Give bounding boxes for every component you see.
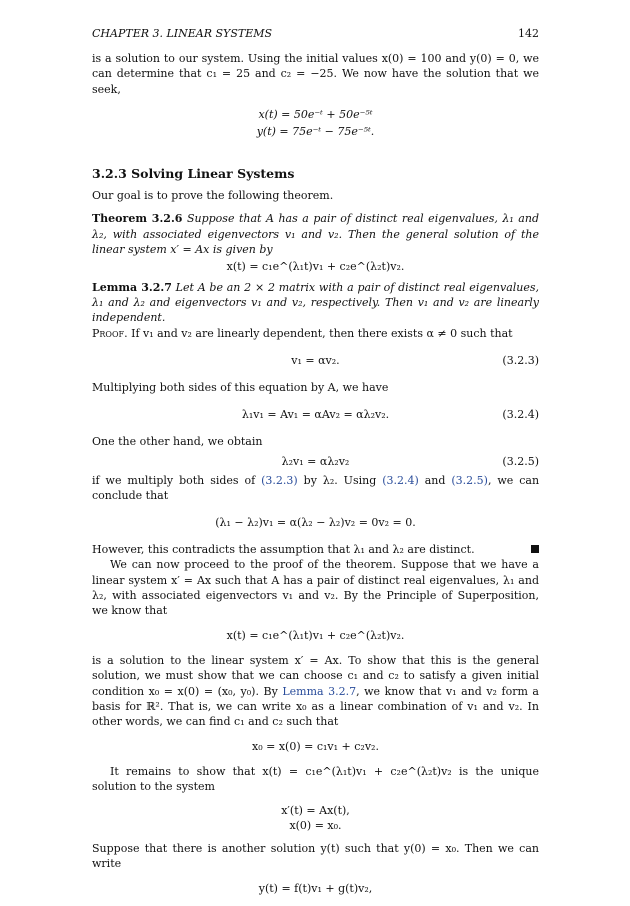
running-header: [92, 26, 539, 41]
goal-sentence: Our goal is to prove the following theorem.: [92, 189, 334, 203]
uniqueness-sentence: It remains to show that x(t) = c₁e^(λ₁t)v₁ + c₂e^(λ₂t)v₂ is the unique solution to the system: [92, 765, 539, 794]
other-hand-sentence: One the other hand, we obtain: [92, 435, 263, 449]
initial-condition-equation: x₀ = x(0) = c₁v₁ + c₂v₂.: [252, 740, 379, 754]
proof-text: If v₁ and v₂ are linearly dependent, then there exists α ≠ 0 such that: [131, 326, 513, 340]
lemma-label: Lemma 3.2.7: [92, 281, 172, 295]
theorem-label: Theorem 3.2.6: [92, 212, 183, 226]
equation-3-2-5: λ₂v₁ = αλ₂v₂ (3.2.5): [281, 454, 539, 468]
lemma-block: [92, 280, 539, 326]
equation-number: (3.2.4): [502, 408, 539, 422]
ref-lemma-3-2-7[interactable]: Lemma 3.2.7: [282, 684, 357, 698]
solution-x-equation: x(t) = 50e⁻ᵗ + 50e⁻⁵ᵗ: [258, 107, 373, 121]
paragraph-initial-values: is a solution to our system. Using the initial values x(0) = 100 and y(0) = 0, we can determine that c₁ = 25 and c₂ = −25. We now have the solution that we seek,: [92, 52, 539, 96]
equation-number: (3.2.5): [502, 454, 539, 468]
proof-label: Proof.: [92, 326, 128, 340]
other-solution-equation: y(t) = f(t)v₁ + g(t)v₂,: [258, 882, 373, 896]
chapter-title: CHAPTER 3. LINEAR SYSTEMS: [92, 27, 273, 40]
theorem-block: [92, 211, 539, 257]
solution-y-equation: y(t) = 75e⁻ᵗ − 75e⁻⁵ᵗ.: [256, 124, 375, 138]
qed-square-icon: [531, 545, 539, 553]
conclude-sentence: if we multiply both sides of (3.2.3) by λ₂. Using (3.2.4) and (3.2.5), we can conclude that: [92, 473, 540, 502]
lemma-statement: Let A be an 2 × 2 matrix with a pair of distinct real eigenvalues, λ₁ and λ₂ and eigenvectors v₁ and v₂, respectively. Then v₁ and v₂ are linearly independent.: [92, 281, 540, 325]
contradiction-sentence: However, this contradicts the assumption that λ₁ and λ₂ are distinct.: [92, 542, 539, 557]
system-equation-1: x′(t) = Ax(t),: [281, 803, 350, 817]
ref-eq-3-2-5[interactable]: (3.2.5): [451, 473, 488, 487]
proof-start: [92, 326, 539, 341]
equation-3-2-4: λ₁v₁ = Av₁ = αAv₂ = αλ₂v₂. (3.2.4): [241, 408, 539, 422]
theorem-equation: x(t) = c₁e^(λ₁t)v₁ + c₂e^(λ₂t)v₂.: [226, 259, 405, 273]
equation-number: (3.2.3): [502, 353, 539, 367]
page-number: 142: [518, 27, 539, 40]
theorem-statement: Suppose that A has a pair of distinct real eigenvalues, λ₁ and λ₂, with associated eigenvectors v₁ and v₂. Then the general solution of the linear system x′ = Ax is given by: [92, 212, 539, 256]
equation-conclusion: (λ₁ − λ₂)v₁ = α(λ₂ − λ₂)v₂ = 0v₂ = 0.: [215, 516, 416, 530]
ref-eq-3-2-4[interactable]: (3.2.4): [382, 473, 419, 487]
superposition-equation: x(t) = c₁e^(λ₁t)v₁ + c₂e^(λ₂t)v₂.: [226, 629, 405, 643]
system-equation-2: x(0) = x₀.: [289, 818, 342, 832]
general-solution-paragraph: is a solution to the linear system x′ = Ax. To show that this is the general solution, we must show that we can choose c₁ and c₂ to satisfy a given initial condition x₀ = x(0) = (x₀, y₀). By Lemma 3.2.7, we know that v₁ and v₂ form a basis for ℝ². That is, we can write x₀ as a linear combination of v₁ and v₂. In other words, we can find c₁ and c₂ such that: [92, 654, 539, 728]
proceed-paragraph: We can now proceed to the proof of the theorem. Suppose that we have a linear system x′ = Ax such that A has a pair of distinct real eigenvalues, λ₁ and λ₂, with associated eigenvectors v₁ and v₂. By the Principle of Superposition, we know that: [92, 558, 539, 617]
ref-eq-3-2-3[interactable]: (3.2.3): [261, 473, 298, 487]
section-heading: 3.2.3 Solving Linear Systems: [92, 166, 295, 182]
equation-3-2-3: v₁ = αv₂. (3.2.3): [291, 353, 539, 367]
multiplying-sentence: Multiplying both sides of this equation by A, we have: [92, 381, 389, 394]
another-solution-sentence: Suppose that there is another solution y(t) such that y(0) = x₀. Then we can write: [92, 841, 539, 871]
document-page: [92, 26, 539, 906]
